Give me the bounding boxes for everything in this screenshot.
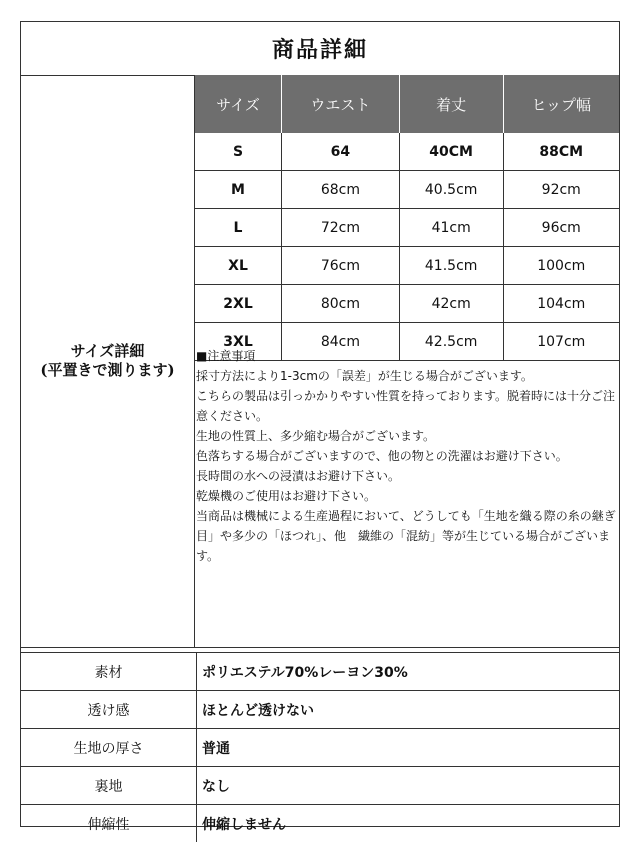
hip-cell: 96cm bbox=[503, 209, 619, 247]
table-row bbox=[195, 133, 619, 171]
note-line: 当商品は機械による生産過程において、どうしても「生地を織る際の糸の継ぎ目」や多少の「ほつれ」、他 繊維の「混紡」等が生じている場合がございます。 bbox=[196, 509, 616, 563]
size-detail-label bbox=[21, 75, 195, 647]
hip-cell: 88CM bbox=[503, 133, 619, 171]
size-cell: M bbox=[195, 171, 282, 209]
size-cell: XL bbox=[195, 247, 282, 285]
attribute-label: 素材 bbox=[21, 653, 197, 691]
hip-cell: 107cm bbox=[503, 323, 619, 361]
caution-notes bbox=[196, 346, 616, 646]
size-cell: 2XL bbox=[195, 285, 282, 323]
header-size: サイズ bbox=[195, 75, 282, 133]
waist-cell: 64 bbox=[282, 133, 400, 171]
attribute-row bbox=[21, 729, 619, 767]
length-cell: 42cm bbox=[399, 285, 503, 323]
table-row bbox=[195, 209, 619, 247]
waist-cell: 68cm bbox=[282, 171, 400, 209]
attribute-value: なし bbox=[197, 767, 620, 805]
attribute-label: 生地の厚さ bbox=[21, 729, 197, 767]
attribute-row bbox=[21, 653, 619, 691]
note-line: 乾燥機のご使用はお避け下さい。 bbox=[196, 489, 377, 503]
length-cell: 41.5cm bbox=[399, 247, 503, 285]
size-cell: S bbox=[195, 133, 282, 171]
note-line: 色落ちする場合がございますので、他の物との洗濯はお避け下さい。 bbox=[196, 449, 568, 463]
note-line: 採寸方法により1-3cmの「誤差」が生じる場合がございます。 bbox=[196, 369, 533, 383]
note-line: こちらの製品は引っかかりやすい性質を持っております。脱着時には十分ご注意ください。 bbox=[196, 389, 616, 423]
hip-cell: 100cm bbox=[503, 247, 619, 285]
note-line: 長時間の水への浸漬はお避け下さい。 bbox=[196, 469, 401, 483]
length-cell: 42.5cm bbox=[399, 323, 503, 361]
table-row bbox=[195, 285, 619, 323]
attribute-label: 裏地 bbox=[21, 767, 197, 805]
table-row bbox=[195, 171, 619, 209]
waist-cell: 72cm bbox=[282, 209, 400, 247]
attributes-table bbox=[21, 652, 619, 842]
waist-cell: 76cm bbox=[282, 247, 400, 285]
attribute-value: ポリエステル70%レーヨン30% bbox=[197, 653, 620, 691]
attribute-value: ほとんど透けない bbox=[197, 691, 620, 729]
header-hip: ヒップ幅 bbox=[503, 75, 619, 133]
attribute-row bbox=[21, 805, 619, 843]
attribute-label: 伸縮性 bbox=[21, 805, 197, 843]
attribute-value: 伸縮しません bbox=[197, 805, 620, 843]
hip-cell: 92cm bbox=[503, 171, 619, 209]
attribute-row bbox=[21, 691, 619, 729]
size-cell: 3XL bbox=[195, 323, 282, 361]
waist-cell: 80cm bbox=[282, 285, 400, 323]
table-row bbox=[195, 247, 619, 285]
size-cell: L bbox=[195, 209, 282, 247]
header-waist: ウエスト bbox=[282, 75, 400, 133]
waist-cell: 84cm bbox=[282, 323, 400, 361]
attribute-value: 普通 bbox=[197, 729, 620, 767]
size-table bbox=[195, 75, 619, 361]
size-table-header bbox=[195, 75, 619, 133]
section-divider bbox=[21, 647, 619, 648]
attribute-label: 透け感 bbox=[21, 691, 197, 729]
length-cell: 41cm bbox=[399, 209, 503, 247]
product-detail-frame bbox=[20, 21, 620, 833]
length-cell: 40CM bbox=[399, 133, 503, 171]
note-line: 生地の性質上、多少縮む場合がございます。 bbox=[196, 429, 436, 443]
attribute-row bbox=[21, 767, 619, 805]
header-length: 着丈 bbox=[399, 75, 503, 133]
page-title: 商品詳細 bbox=[21, 22, 619, 76]
size-detail-label-line1: サイズ詳細 bbox=[70, 342, 145, 360]
notes-heading: ■注意事項 bbox=[196, 349, 256, 363]
hip-cell: 104cm bbox=[503, 285, 619, 323]
length-cell: 40.5cm bbox=[399, 171, 503, 209]
size-detail-label-line2: (平置きで測ります) bbox=[40, 361, 175, 379]
